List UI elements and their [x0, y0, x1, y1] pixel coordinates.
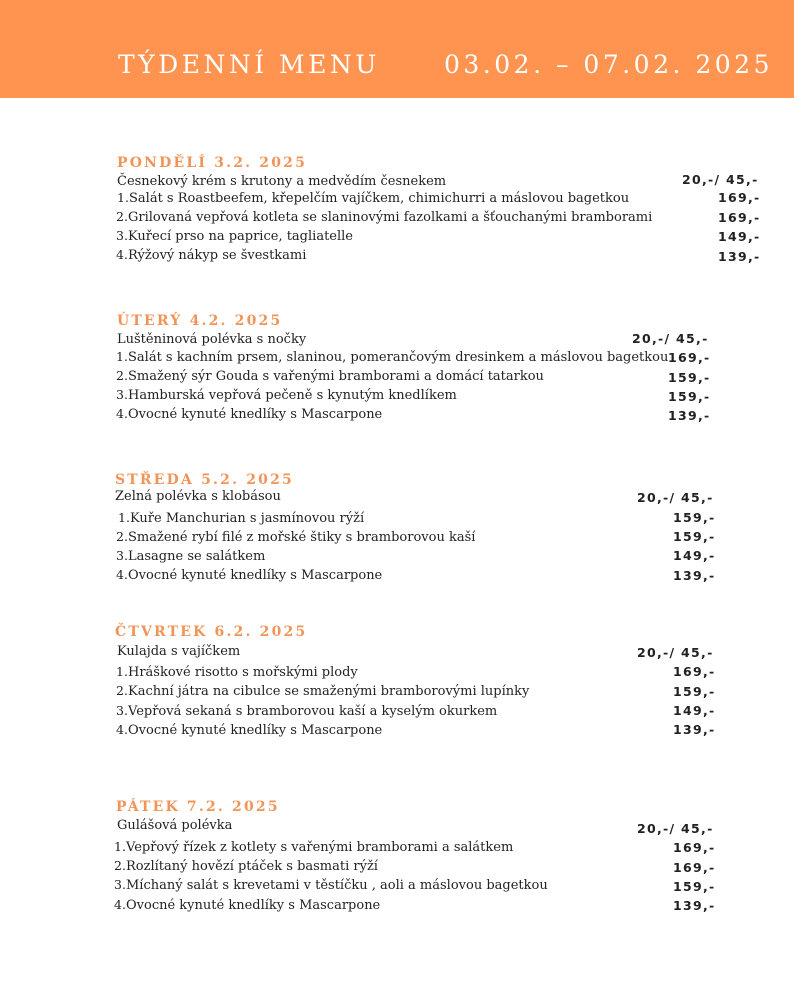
- soup-price: 20,-/ 45,-: [632, 331, 709, 346]
- menu-item-row: [116, 722, 382, 741]
- menu-item-row: [116, 683, 529, 702]
- menu-item-row: [114, 877, 548, 896]
- menu-item-row: [116, 387, 457, 406]
- item-name: Kuře Manchurian s jasmínovou rýží: [130, 511, 365, 526]
- menu-date-range: 03.02. – 07.02. 2025: [444, 50, 773, 79]
- item-number: 1.: [114, 839, 126, 854]
- item-name: Hráškové risotto s mořskými plody: [128, 665, 358, 680]
- item-price: 169,-: [668, 350, 711, 365]
- menu-item-row: [118, 510, 364, 529]
- item-number: 3.: [116, 387, 128, 402]
- item-price: 149,-: [673, 548, 716, 563]
- day-title: ČTVRTEK 6.2. 2025: [115, 624, 308, 640]
- item-name: Rýžový nákyp se švestkami: [128, 248, 307, 263]
- item-price: 139,-: [668, 408, 711, 423]
- item-name: Grilovaná vepřová kotleta se slaninovými fazolkami a šťouchanými bramborami: [128, 210, 653, 225]
- item-number: 4.: [116, 406, 128, 421]
- soup-name: Gulášová polévka: [117, 818, 233, 833]
- day-title: STŘEDA 5.2. 2025: [115, 472, 294, 488]
- menu-item-row: [116, 349, 668, 368]
- item-number: 1.: [117, 190, 129, 205]
- item-number: 1.: [116, 349, 128, 364]
- item-number: 3.: [116, 703, 128, 718]
- menu-item-row: [116, 664, 358, 683]
- item-price: 159,-: [668, 370, 711, 385]
- item-price: 139,-: [673, 898, 716, 913]
- item-price: 139,-: [673, 722, 716, 737]
- item-name: Vepřová sekaná s bramborovou kaší a kyselým okurkem: [128, 704, 498, 719]
- item-price: 159,-: [673, 510, 716, 525]
- item-price: 169,-: [673, 860, 716, 875]
- item-name: Míchaný salát s krevetami v těstíčku , aoli a máslovou bagetkou: [126, 878, 548, 893]
- soup-row: [115, 489, 281, 508]
- item-number: 1.: [118, 510, 130, 525]
- item-name: Kuřecí prso na paprice, tagliatelle: [128, 229, 353, 244]
- menu-item-row: [116, 548, 265, 567]
- item-name: Ovocné kynuté knedlíky s Mascarpone: [128, 407, 383, 422]
- soup-price: 20,-/ 45,-: [637, 821, 714, 836]
- item-price: 139,-: [673, 568, 716, 583]
- item-number: 3.: [116, 548, 128, 563]
- item-price: 159,-: [673, 529, 716, 544]
- soup-price: 20,-/ 45,-: [637, 490, 714, 505]
- item-price: 149,-: [718, 229, 761, 244]
- item-name: Hamburská vepřová pečeně s kynutým knedlíkem: [128, 388, 457, 403]
- item-name: Salát s Roastbeefem, křepelčím vajíčkem, chimichurri a máslovou bagetkou: [129, 191, 630, 206]
- day-title: PÁTEK 7.2. 2025: [116, 799, 280, 815]
- soup-name: Česnekový krém s krutony a medvědím česnekem: [117, 174, 447, 189]
- menu-item-row: [116, 228, 353, 247]
- soup-row: [117, 644, 240, 663]
- soup-row: [117, 818, 232, 837]
- soup-name: Luštěninová polévka s nočky: [117, 332, 307, 347]
- item-price: 169,-: [673, 840, 716, 855]
- day-title: ÚTERÝ 4.2. 2025: [117, 313, 283, 329]
- item-number: 4.: [116, 722, 128, 737]
- item-price: 169,-: [718, 210, 761, 225]
- header-banner: [0, 0, 794, 98]
- item-price: 149,-: [673, 703, 716, 718]
- item-number: 2.: [116, 529, 128, 544]
- soup-price: 20,-/ 45,-: [637, 645, 714, 660]
- item-name: Ovocné kynuté knedlíky s Mascarpone: [128, 568, 383, 583]
- item-number: 2.: [116, 683, 128, 698]
- item-number: 1.: [116, 664, 128, 679]
- menu-item-row: [114, 897, 380, 916]
- item-number: 2.: [116, 368, 128, 383]
- item-name: Ovocné kynuté knedlíky s Mascarpone: [126, 898, 381, 913]
- item-number: 2.: [116, 209, 128, 224]
- menu-item-row: [116, 529, 475, 548]
- item-price: 169,-: [718, 190, 761, 205]
- item-number: 4.: [116, 567, 128, 582]
- menu-item-row: [116, 406, 382, 425]
- soup-price: 20,-/ 45,-: [682, 172, 759, 187]
- menu-item-row: [117, 190, 629, 209]
- menu-item-row: [116, 567, 382, 586]
- menu-item-row: [116, 247, 306, 266]
- item-price: 159,-: [673, 684, 716, 699]
- item-price: 139,-: [718, 249, 761, 264]
- item-name: Lasagne se salátkem: [128, 549, 266, 564]
- menu-item-row: [116, 368, 544, 387]
- item-name: Kachní játra na cibulce se smaženými bramborovými lupínky: [128, 684, 530, 699]
- menu-item-row: [114, 858, 378, 877]
- item-name: Ovocné kynuté knedlíky s Mascarpone: [128, 723, 383, 738]
- menu-title: TÝDENNÍ MENU: [118, 50, 380, 79]
- item-number: 2.: [114, 858, 126, 873]
- menu-item-row: [116, 209, 652, 228]
- item-number: 3.: [116, 228, 128, 243]
- item-price: 169,-: [673, 664, 716, 679]
- item-number: 3.: [114, 877, 126, 892]
- item-price: 159,-: [673, 879, 716, 894]
- item-name: Smažený sýr Gouda s vařenými bramborami a domácí tatarkou: [128, 369, 544, 384]
- day-title: PONDĚLÍ 3.2. 2025: [117, 155, 308, 171]
- item-name: Smažené rybí filé z mořské štiky s bramborovou kaší: [128, 530, 476, 545]
- menu-item-row: [116, 703, 497, 722]
- item-name: Salát s kachním prsem, slaninou, pomerančovým dresinkem a máslovou bagetkou: [128, 350, 669, 365]
- menu-item-row: [114, 839, 513, 858]
- item-number: 4.: [116, 247, 128, 262]
- item-name: Vepřový řízek z kotlety s vařenými bramborami a salátkem: [126, 840, 514, 855]
- soup-name: Zelná polévka s klobásou: [115, 489, 281, 504]
- item-name: Rozlítaný hovězí ptáček s basmati rýží: [126, 859, 378, 874]
- item-number: 4.: [114, 897, 126, 912]
- item-price: 159,-: [668, 389, 711, 404]
- soup-name: Kulajda s vajíčkem: [117, 644, 241, 659]
